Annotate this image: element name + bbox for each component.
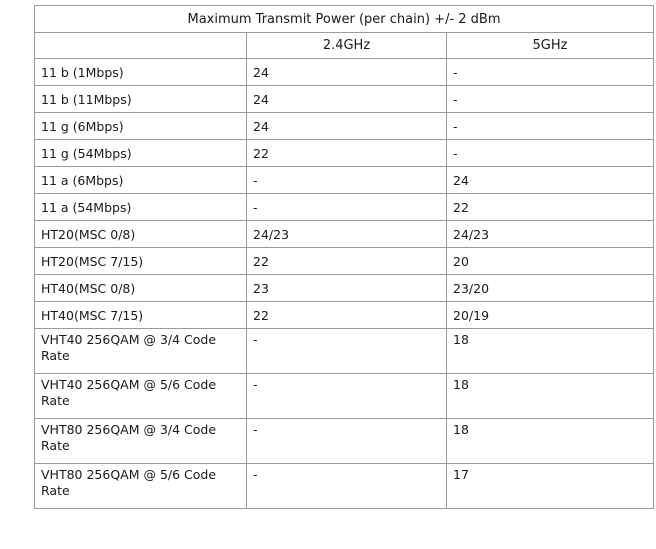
value-5ghz-cell: 24 [447,167,654,194]
table-row [35,464,654,509]
value-5ghz-cell: 23/20 [447,275,654,302]
table-row [35,329,654,374]
value-2-4ghz-cell: 24 [247,113,447,140]
header-rate [35,33,247,59]
table-row [35,275,654,302]
rate-cell: HT20(MSC 0/8) [35,221,247,248]
rate-cell: VHT80 256QAM @ 5/6 Code Rate [35,464,247,509]
table-row [35,374,654,419]
table-row [35,113,654,140]
transmit-power-table [34,5,654,509]
table-row [35,248,654,275]
value-5ghz-cell: 18 [447,374,654,419]
value-5ghz-cell: - [447,140,654,167]
value-2-4ghz-cell: 22 [247,302,447,329]
rate-cell: 11 b (11Mbps) [35,86,247,113]
rate-cell: 11 a (6Mbps) [35,167,247,194]
table-row [35,86,654,113]
rate-cell: VHT40 256QAM @ 5/6 Code Rate [35,374,247,419]
value-5ghz-cell: - [447,86,654,113]
table-row [35,194,654,221]
rate-cell: VHT40 256QAM @ 3/4 Code Rate [35,329,247,374]
value-2-4ghz-cell: - [247,419,447,464]
table-row [35,419,654,464]
value-5ghz-cell: 22 [447,194,654,221]
value-5ghz-cell: 18 [447,419,654,464]
table-title-row [35,6,654,33]
value-5ghz-cell: - [447,59,654,86]
value-2-4ghz-cell: - [247,194,447,221]
value-5ghz-cell: 17 [447,464,654,509]
table-row [35,221,654,248]
header-2-4ghz: 2.4GHz [247,33,447,59]
value-5ghz-cell: 18 [447,329,654,374]
value-2-4ghz-cell: 24/23 [247,221,447,248]
value-5ghz-cell: 24/23 [447,221,654,248]
value-5ghz-cell: - [447,113,654,140]
table-row [35,167,654,194]
table-row [35,140,654,167]
value-2-4ghz-cell: 22 [247,140,447,167]
value-2-4ghz-cell: 22 [247,248,447,275]
rate-cell: HT40(MSC 0/8) [35,275,247,302]
value-2-4ghz-cell: - [247,329,447,374]
rate-cell: VHT80 256QAM @ 3/4 Code Rate [35,419,247,464]
rate-cell: HT20(MSC 7/15) [35,248,247,275]
rate-cell: 11 b (1Mbps) [35,59,247,86]
rate-cell: HT40(MSC 7/15) [35,302,247,329]
table-header-row [35,33,654,59]
rate-cell: 11 g (54Mbps) [35,140,247,167]
table-row [35,302,654,329]
table-row [35,59,654,86]
value-2-4ghz-cell: - [247,464,447,509]
value-2-4ghz-cell: 24 [247,86,447,113]
value-2-4ghz-cell: - [247,374,447,419]
value-5ghz-cell: 20/19 [447,302,654,329]
value-2-4ghz-cell: 24 [247,59,447,86]
value-2-4ghz-cell: - [247,167,447,194]
value-2-4ghz-cell: 23 [247,275,447,302]
rate-cell: 11 g (6Mbps) [35,113,247,140]
value-5ghz-cell: 20 [447,248,654,275]
table-title: Maximum Transmit Power (per chain) +/- 2 dBm [35,6,654,33]
header-5ghz: 5GHz [447,33,654,59]
rate-cell: 11 a (54Mbps) [35,194,247,221]
